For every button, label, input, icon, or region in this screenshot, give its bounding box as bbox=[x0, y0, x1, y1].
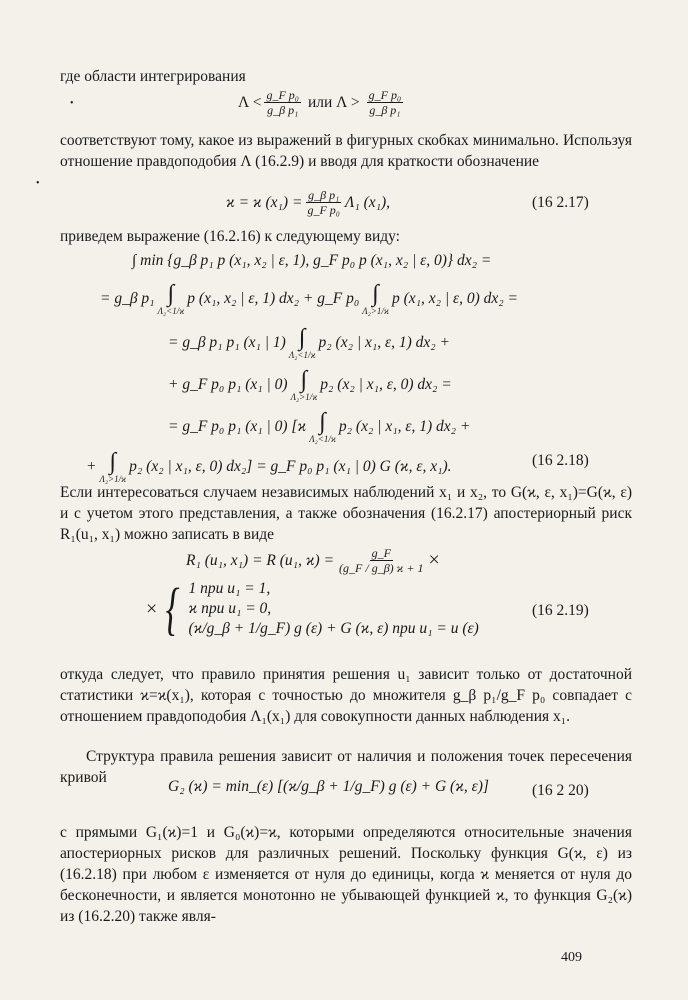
integral-sign: ∫ Λ₂>1/ϰ bbox=[290, 367, 318, 402]
equation-number: (16 2.17) bbox=[532, 194, 589, 211]
equation-16-2-20: G₂ (ϰ) = min_(ε) [(ϰ/g_β + 1/g_F) g (ε) + G (ϰ, ε)] bbox=[168, 778, 489, 795]
equation-number: (16 2 20) bbox=[532, 782, 589, 799]
paragraph-independent: Если интересоваться случаем независимых наблюдений x₁ и x₂, то G(ϰ, ε, x₁)=G(ϰ, ε) и с учетом этого представления, а также обозначения (16.2.17) апостериорный риск R₁(u₁, x₁) можно записать в виде bbox=[60, 484, 632, 543]
equation-16-2-18-line-6: + ∫ Λ₂>1/ϰ p₂ (x₂ | x₁, ε, 0) dx₂] = g_F p₀ p₁ (x₁ | 0) G (ϰ, ε, x₁). bbox=[86, 449, 452, 484]
equation-16-2-18-line-3: = g_β p₁ p₁ (x₁ | 1) ∫ Λ₂<1/ϰ p₂ (x₂ | x₁, ε, 1) dx₂ + bbox=[168, 325, 450, 360]
equation-16-2-19-head: R₁ (u₁, x₁) = R (u₁, ϰ) = $\frac{g\_F}{(g\_F / g\_\beta) ϰ + 1}$ × bbox=[186, 546, 440, 575]
integral-sign: ∫ Λ₂<1/ϰ bbox=[288, 325, 316, 360]
equation-16-2-18-line-2: = g_β p₁ ∫ Λ₂<1/ϰ p (x₁, x₂ | ε, 1) dx₂ + g_F p₀ ∫ Λ₂>1/ϰ p (x₁, x₂ | ε, 0) dx₂ = bbox=[100, 281, 519, 316]
paragraph-intersection: с прямыми G₁(ϰ)=1 и G₀(ϰ)=ϰ, которыми определяются относительные значения апостериорных рисков для различных решений. Поскольку функция G(ϰ, ε) из (16.2.18) при любом ε изменяется от нуля до единицы, когда ϰ меняется от нуля до бесконечности, и является монотонно не убывающей функцией ϰ, то функция G₂(ϰ) из (16.2.20) также явля- bbox=[60, 824, 632, 925]
equation-number: (16 2.18) bbox=[532, 452, 589, 469]
fraction: $\frac{g\_F}{(g\_F / g\_\beta) ϰ + 1}$ bbox=[339, 546, 424, 575]
paragraph-sufficient-statistic: откуда следует, что правило принятия решения u₁ зависит только от достаточной статистики ϰ=ϰ(x₁), которая с точностью до множителя g_β p₁/g_F p₀ совпадает с отношением правдоподобия Λ₁(x₁) для совокупности данных наблюдения x₁. bbox=[60, 666, 632, 725]
integral-sign: ∫ Λ₂>1/ϰ bbox=[362, 281, 389, 316]
paragraph-structure: Структура правила решения зависит от наличия и положения точек пересечения кривой bbox=[60, 748, 632, 786]
equation-16-2-17: ϰ = ϰ (x₁) = $\frac{\text{g\_β p₁}}{\text{g\_F p₀}}$ Λ₁ (x₁), bbox=[226, 188, 391, 217]
left-brace: { bbox=[165, 576, 180, 641]
cases-list: 1 при u₁ = 1, ϰ при u₁ = 0, (ϰ/g_β + 1/g_F) g (ε) + G (ϰ, ε) при u₁ = u (ε) bbox=[188, 580, 479, 637]
fraction: $\frac{\text{g\_F p₀}}{\text{g\_β p₁}}$ bbox=[266, 88, 299, 117]
equation-16-2-19-cases: × { 1 при u₁ = 1, ϰ при u₁ = 0, (ϰ/g_β + 1/g_F) g (ε) + G (ϰ, ε) при u₁ = u (ε) bbox=[146, 576, 479, 641]
stray-dot: • bbox=[70, 98, 74, 109]
integral-sign: ∫ Λ₂<1/ϰ bbox=[309, 409, 336, 444]
equation-number: (16 2.19) bbox=[532, 602, 589, 619]
integral-sign: ∫ Λ₂>1/ϰ bbox=[99, 449, 127, 484]
fraction: $\frac{\text{g\_β p₁}}{\text{g\_F p₀}}$ bbox=[307, 188, 340, 217]
margin-mark: • bbox=[36, 178, 40, 189]
equation-integration-regions: Λ < $\frac{\text{g\_F p₀}}{\text{g\_β p₁}}$ или Λ > $\frac{\text{g\_F p₀}}{\text{g\_β p₁}}$ bbox=[238, 88, 402, 117]
equation-16-2-18-line-4: + g_F p₀ p₁ (x₁ | 0) ∫ Λ₂>1/ϰ p₂ (x₂ | x₁, ε, 0) dx₂ = bbox=[168, 367, 452, 402]
integral-sign: ∫ Λ₂<1/ϰ bbox=[157, 281, 185, 316]
fraction: $\frac{\text{g\_F p₀}}{\text{g\_β p₁}}$ bbox=[368, 88, 402, 117]
paragraph-transform: приведем выражение (16.2.16) к следующему виду: bbox=[60, 228, 400, 245]
page-number: 409 bbox=[561, 950, 582, 965]
paragraph-intro: где области интегрирования bbox=[60, 68, 246, 85]
paragraph-likelihood: соответствуют тому, какое из выражений в фигурных скобках минимально. Используя отношение правдоподобия Λ (16.2.9) и вводя для краткости обозначение bbox=[60, 132, 632, 170]
equation-16-2-18-line-1: ∫ min {g_β p₁ p (x₁, x₂ | ε, 1), g_F p₀ p (x₁, x₂ | ε, 0)} dx₂ = bbox=[132, 252, 492, 269]
equation-16-2-18-line-5: = g_F p₀ p₁ (x₁ | 0) [ϰ ∫ Λ₂<1/ϰ p₂ (x₂ | x₁, ε, 1) dx₂ + bbox=[168, 409, 471, 444]
